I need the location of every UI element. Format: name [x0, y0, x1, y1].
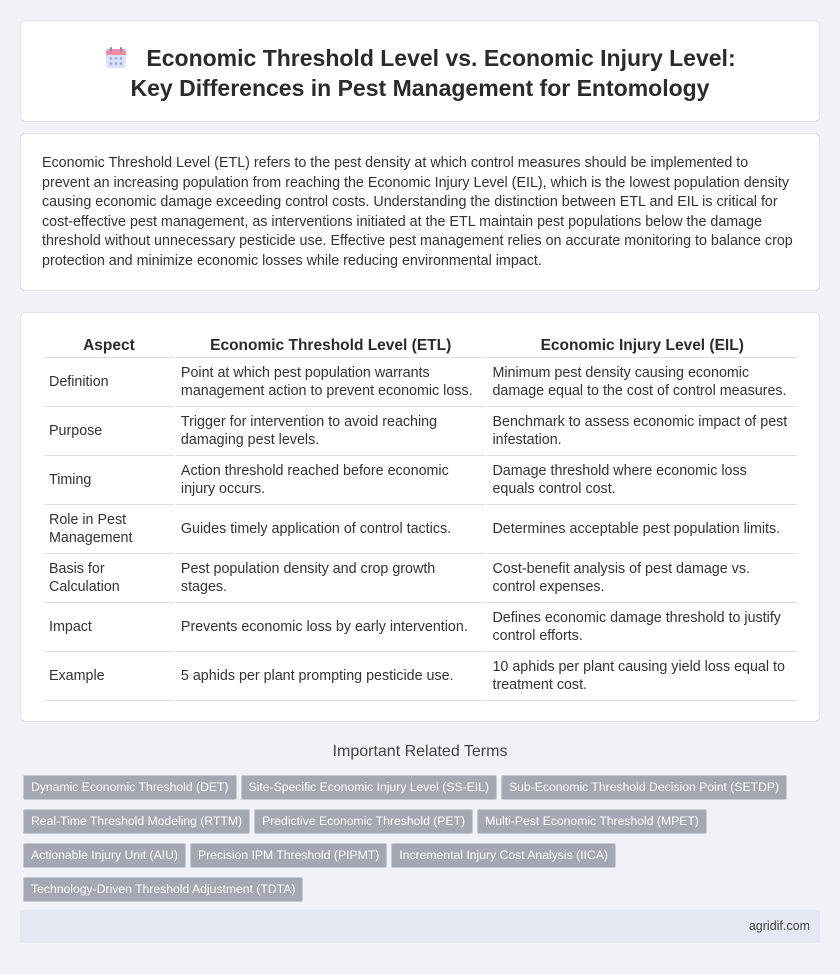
cell-aspect: Impact — [44, 603, 174, 652]
calendar-icon — [104, 46, 128, 70]
cell-etl: Prevents economic loss by early intervention. — [176, 603, 486, 652]
related-terms-heading: Important Related Terms — [332, 743, 508, 760]
table-row — [44, 407, 797, 456]
cell-aspect: Role in Pest Management — [44, 505, 174, 554]
cell-eil: Damage threshold where economic loss equals control cost. — [487, 456, 797, 505]
cell-etl: Trigger for intervention to avoid reaching damaging pest levels. — [176, 407, 486, 456]
cell-etl: Action threshold reached before economic injury occurs. — [176, 456, 486, 505]
related-term-tag[interactable]: Sub-Economic Threshold Decision Point (SETDP) — [501, 775, 787, 800]
table-row — [44, 652, 797, 701]
related-term-tag[interactable]: Real-Time Threshold Modeling (RTTM) — [23, 809, 250, 834]
related-term-tag[interactable]: Site-Specific Economic Injury Level (SS-EIL) — [241, 775, 497, 800]
table-row — [44, 554, 797, 603]
related-term-tag[interactable]: Predictive Economic Threshold (PET) — [254, 809, 473, 834]
cell-eil: Determines acceptable pest population limits. — [487, 505, 797, 554]
cell-eil: Minimum pest density causing economic damage equal to the cost of control measures. — [487, 358, 797, 407]
page-title-text: Economic Threshold Level vs. Economic Injury Level: Key Differences in Pest Management for Entomology — [130, 45, 736, 101]
cell-eil: 10 aphids per plant causing yield loss equal to treatment cost. — [487, 652, 797, 701]
footer-site-link[interactable]: agridif.com — [748, 919, 810, 933]
cell-etl: Point at which pest population warrants management action to prevent economic loss. — [176, 358, 486, 407]
cell-aspect: Basis for Calculation — [44, 554, 174, 603]
cell-aspect: Example — [44, 652, 174, 701]
page-title — [21, 43, 819, 103]
comparison-table-card — [20, 312, 820, 722]
related-term-tag[interactable]: Dynamic Economic Threshold (DET) — [23, 775, 237, 800]
table-row — [44, 505, 797, 554]
related-term-tag[interactable]: Technology-Driven Threshold Adjustment (TDTA) — [23, 877, 303, 902]
intro-paragraph: Economic Threshold Level (ETL) refers to the pest density at which control measures should be implemented to prevent an increasing population from reaching the Economic Injury Level (EIL), which is the lowest population density causing economic damage exceeding control costs. Understanding the distinction between ETL and EIL is critical for cost-effective pest management, as interventions initiated at the ETL maintain pest populations below the damage threshold without unnecessary pesticide use. Effective pest management relies on accurate monitoring to balance crop protection and minimize economic losses while reducing environmental impact. — [42, 155, 793, 269]
related-term-tag[interactable]: Precision IPM Threshold (PIPMT) — [190, 843, 387, 868]
related-term-tag[interactable]: Actionable Injury Unit (AIU) — [23, 843, 186, 868]
cell-etl: Pest population density and crop growth stages. — [176, 554, 486, 603]
related-terms-tags — [23, 775, 813, 911]
table-row — [44, 603, 797, 652]
cell-aspect: Definition — [44, 358, 174, 407]
table-header-row — [44, 334, 797, 358]
cell-eil: Defines economic damage threshold to justify control efforts. — [487, 603, 797, 652]
table-row — [44, 358, 797, 407]
cell-etl: Guides timely application of control tactics. — [176, 505, 486, 554]
header-eil: Economic Injury Level (EIL) — [487, 334, 797, 358]
title-card — [20, 20, 820, 122]
cell-eil: Cost-benefit analysis of pest damage vs. control expenses. — [487, 554, 797, 603]
cell-eil: Benchmark to assess economic impact of pest infestation. — [487, 407, 797, 456]
cell-aspect: Timing — [44, 456, 174, 505]
intro-card — [20, 133, 820, 291]
header-etl: Economic Threshold Level (ETL) — [176, 334, 486, 358]
cell-aspect: Purpose — [44, 407, 174, 456]
cell-etl: 5 aphids per plant prompting pesticide use. — [176, 652, 486, 701]
comparison-table — [42, 334, 799, 701]
table-row — [44, 456, 797, 505]
footer — [20, 910, 820, 943]
related-term-tag[interactable]: Multi-Pest Economic Threshold (MPET) — [477, 809, 707, 834]
header-aspect: Aspect — [44, 334, 174, 358]
related-term-tag[interactable]: Incremental Injury Cost Analysis (IICA) — [391, 843, 616, 868]
